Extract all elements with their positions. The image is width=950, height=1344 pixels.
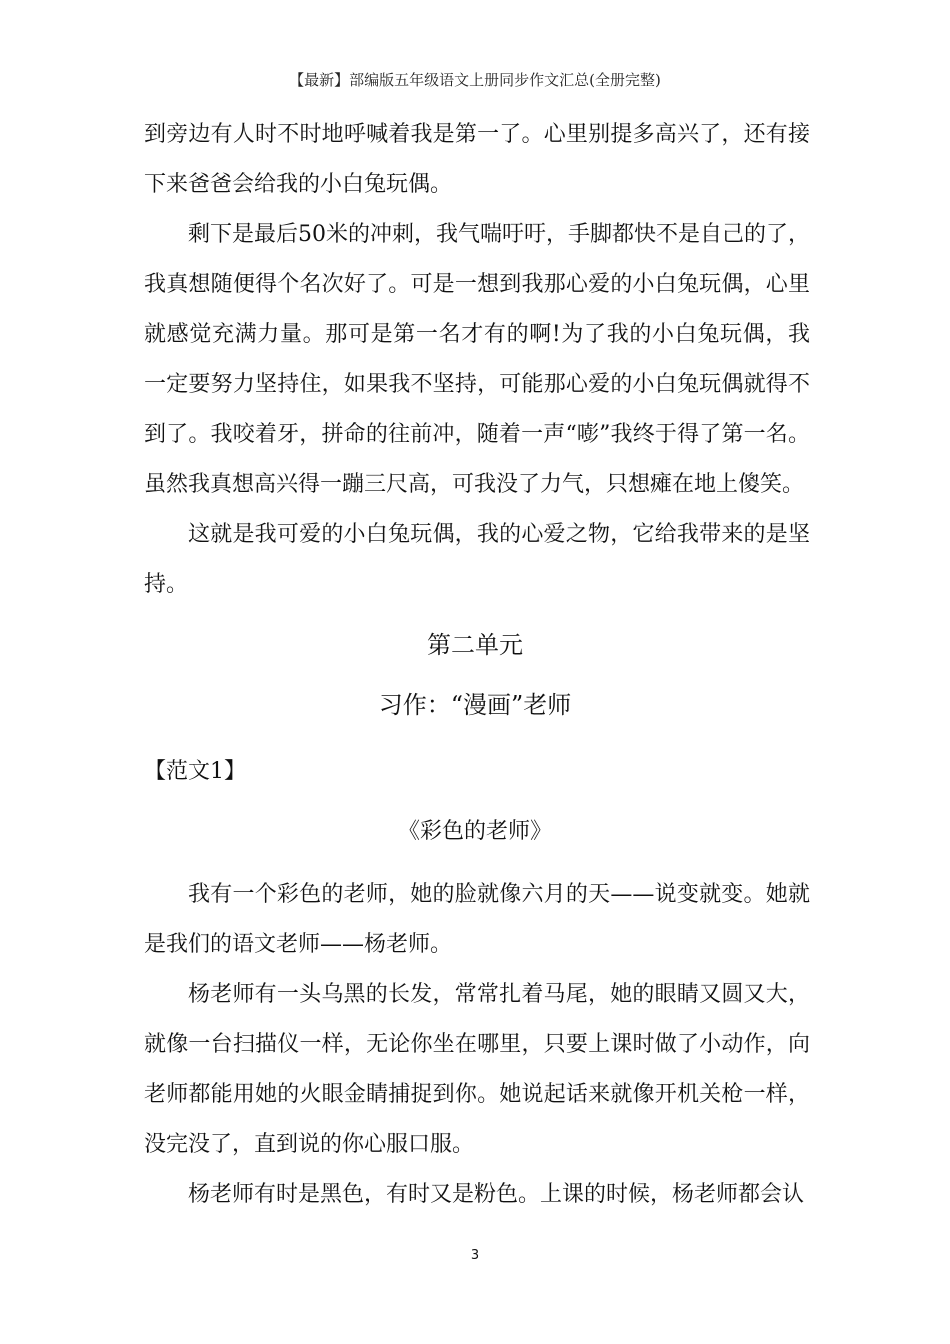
essay-paragraph-3: 杨老师有时是黑色，有时又是粉色。上课的时候，杨老师都会认 — [188, 1182, 805, 1207]
essay-title: 《彩色的老师》 — [397, 819, 552, 844]
paragraph-conclusion: 这就是我可爱的小白兔玩偶，我的心爱之物，它给我带来的是坚持。 — [144, 522, 810, 597]
unit-title: 第二单元 — [427, 631, 523, 659]
essay-paragraph-1: 我有一个彩色的老师，她的脸就像六月的天——说变就变。她就是我们的语文老师——杨老师。 — [144, 882, 810, 957]
page-number: 3 — [470, 1248, 480, 1263]
paragraph-sprint: 剩下是最后50米的冲刺，我气喘吁吁，手脚都快不是自己的了，我真想随便得个名次好了。可是一想到我那心爱的小白兔玩偶，心里就感觉充满力量。那可是第一名才有的啊!为了我的小白兔玩偶，我一定要努力坚持住，如果我不坚持，可能那心爱的小白兔玩偶就得不到了。我咬着牙，拼命的往前冲，随着一声“嘭”我终于得了第一名。虽然我真想高兴得一蹦三尺高，可我没了力气，只想瘫在地上傻笑。 — [144, 222, 810, 497]
paragraph-continued: 到旁边有人时不时地呼喊着我是第一了。心里别提多高兴了，还有接下来爸爸会给我的小白兔玩偶。 — [144, 122, 810, 197]
assignment-title: 习作：“漫画”老师 — [378, 691, 572, 719]
essay-paragraph-2: 杨老师有一头乌黑的长发，常常扎着马尾，她的眼睛又圆又大，就像一台扫描仪一样，无论你坐在哪里，只要上课时做了小动作，向老师都能用她的火眼金睛捕捉到你。她说起话来就像开机关枪一样，没完没了，直到说的你心服口服。 — [144, 982, 810, 1157]
running-header: 【最新】部编版五年级语文上册同步作文汇总(全册完整) — [289, 71, 661, 89]
sample-label: 【范文1】 — [144, 759, 246, 784]
